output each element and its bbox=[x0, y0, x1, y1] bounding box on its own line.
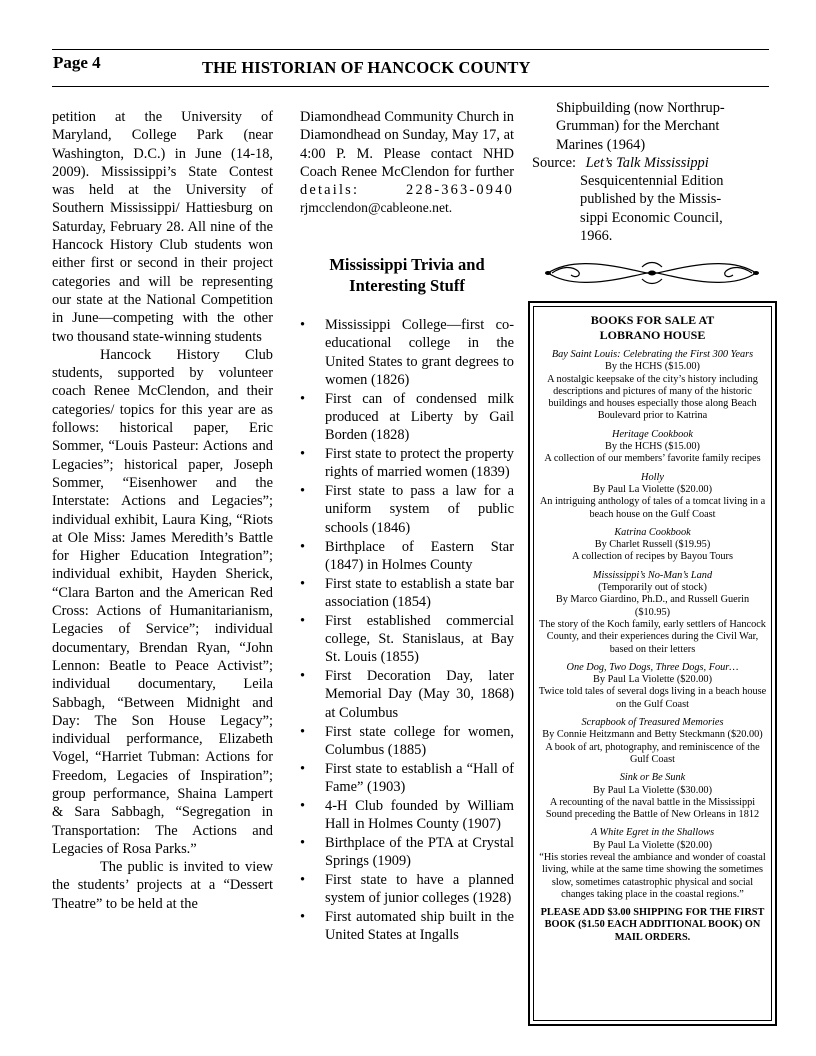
bullet-icon: • bbox=[300, 483, 306, 500]
book-entry bbox=[537, 429, 768, 466]
book-entry bbox=[537, 570, 768, 656]
source-citation bbox=[532, 154, 782, 172]
source-line: 1966. bbox=[580, 228, 613, 245]
source-line: Sesquicentennial Edition bbox=[580, 173, 724, 190]
trivia-item bbox=[300, 612, 514, 667]
bullet-icon: • bbox=[300, 723, 306, 740]
trivia-text: 4-H Club founded by William Hall in Holmes County (1907) bbox=[325, 797, 514, 833]
book-entry bbox=[537, 349, 768, 423]
book-byline: By the HCHS ($15.00) bbox=[605, 441, 700, 453]
contact-email: rjmcclendon@cableone.net. bbox=[300, 200, 453, 216]
book-title: Sink or Be Sunk bbox=[619, 772, 686, 784]
bullet-icon: • bbox=[300, 797, 306, 814]
book-entry bbox=[537, 472, 768, 521]
book-title: Katrina Cookbook bbox=[614, 526, 691, 538]
book-title: One Dog, Two Dogs, Three Dogs, Four… bbox=[566, 661, 739, 673]
trivia-item bbox=[300, 538, 514, 575]
trivia-text: First Decoration Day, later Memorial Day (May 30, 1868) at Columbus bbox=[325, 668, 514, 721]
book-byline: By Paul La Violette ($30.00) bbox=[592, 784, 713, 796]
book-entry bbox=[537, 827, 768, 901]
book-title: A White Egret in the Shallows bbox=[590, 827, 715, 839]
source-label: Source: bbox=[532, 154, 576, 171]
books-for-sale-inner bbox=[533, 306, 772, 1021]
header-top-rule bbox=[52, 49, 769, 50]
bullet-icon: • bbox=[300, 538, 306, 555]
book-title: Holly bbox=[641, 471, 664, 483]
trivia-text: First state college for women, Columbus (1885) bbox=[325, 723, 514, 758]
book-entry bbox=[537, 772, 768, 821]
trivia-text: First automated ship built in the United States at Ingalls bbox=[325, 909, 514, 944]
header-bottom-rule bbox=[52, 86, 769, 87]
trivia-item bbox=[300, 723, 514, 760]
book-title: Scrapbook of Treasured Memories bbox=[581, 717, 724, 729]
shipping-note: PLEASE ADD $3.00 SHIPPING FOR THE FIRST BOOK ($1.50 EACH ADDITIONAL BOOK) ON MAIL ORDERS. bbox=[540, 907, 765, 943]
book-description: A collection of recipes by Bayou Tours bbox=[572, 551, 733, 563]
source-line: published by the Missis- bbox=[580, 191, 722, 208]
source-line: sippi Economic Council, bbox=[580, 209, 723, 226]
book-description: A book of art, photography, and reminiscence of the Gulf Coast bbox=[545, 741, 760, 765]
book-title: Mississippi’s No-Man’s Land bbox=[592, 569, 713, 581]
trivia-text: First established commercial college, St. Stanislaus, at Bay St. Louis (1855) bbox=[325, 612, 514, 666]
book-list bbox=[537, 349, 768, 901]
book-byline: (Temporarily out of stock) By Marco Giardino, Ph.D., and Russell Guerin ($10.95) bbox=[555, 582, 750, 618]
trivia-text: First state to protect the property rights of married women (1839) bbox=[325, 446, 514, 481]
bullet-icon: • bbox=[300, 834, 306, 851]
trivia-text: First can of condensed milk produced at Liberty by Gail Borden (1828) bbox=[325, 390, 514, 444]
trivia-item bbox=[300, 871, 514, 908]
article-paragraph: petition at the University of Maryland, College Park (near Washington, D.C.) in June (14-18, 2009). Mississippi’s State Contest was held at the University of Southern Mississippi/ Hattiesburg on Saturday, February 28. All nine of the Hancock History Club students won either first or second in their project categories and will be representing our state at the National Competition in June—competing with the other two thousand state-winning students bbox=[52, 109, 273, 345]
trivia-text: First state to establish a “Hall of Fame” (1903) bbox=[325, 760, 514, 795]
trivia-item bbox=[300, 575, 514, 612]
book-byline: By the HCHS ($15.00) bbox=[605, 361, 700, 373]
book-description: “His stories reveal the ambiance and wonder of coastal living, while at the same time showing the sometimes slow, sometimes catastrophic physical and social changes taking place in the coastal regions.” bbox=[539, 851, 766, 900]
book-description: A collection of our members’ favorite family recipes bbox=[544, 453, 761, 465]
book-entry bbox=[537, 662, 768, 711]
bullet-icon: • bbox=[300, 446, 306, 463]
trivia-continued-line: Shipbuilding (now Northrup- bbox=[556, 100, 725, 116]
book-entry bbox=[537, 527, 768, 564]
trivia-continued-line: Grumman) for the Merchant bbox=[556, 118, 720, 135]
book-title: Bay Saint Louis: Celebrating the First 300 Years bbox=[551, 349, 754, 360]
books-for-sale-box bbox=[528, 301, 777, 1026]
article-column-3 bbox=[532, 99, 782, 245]
event-details: Diamondhead Community Church in Diamondhead on Sunday, May 17, at 4:00 P. M. Please contact NHD Coach Renee McClendon for further bbox=[300, 109, 514, 180]
book-byline: By Paul La Violette ($20.00) bbox=[592, 483, 713, 495]
trivia-item bbox=[300, 667, 514, 722]
book-title: Heritage Cookbook bbox=[612, 428, 693, 440]
bullet-icon: • bbox=[300, 612, 306, 629]
article-paragraph: Hancock History Club students, supported by volunteer coach Renee McClendon, and their categories/ topics for this year are as follows: historical paper, Eric Sommer, “Louis Pasteur: Actions and Legacies”; historical paper, Joseph Sommer, “Eisenhower and the Interstate: Actions and Legacies”; individual exhibit, Laura King, “Riots at Ole Miss: James Meredith’s Battle for Higher Education Integration”; individual exhibit, Hayden Sherick, “Clara Barton and the American Red Cross: Actions of Humanitarianism, Legacies of Service”; individual documentary, Brendan Ryan, “John Lennon: Beatle to Peace Activist”; individual documentary, Leila Sabbagh, “Between Midnight and Day: The Son House Legacy”; individual performance, Elizabeth Vogel, “Harriet Tubman: Actions for Freedom, Legacies of Inspiration”; group performance, Shaina Lampert & Sara Sabbagh, “Segregation in Transportation: The Actions and Legacies of Rosa Parks.” bbox=[52, 346, 273, 857]
book-description: Twice told tales of several dogs living in a beach house on the Gulf Coast bbox=[538, 686, 767, 710]
trivia-list bbox=[300, 316, 514, 945]
page-number: Page 4 bbox=[53, 53, 101, 72]
books-heading-line: LOBRANO HOUSE bbox=[599, 328, 706, 342]
bullet-icon: • bbox=[300, 668, 306, 685]
trivia-item bbox=[300, 834, 514, 871]
trivia-item bbox=[300, 482, 514, 537]
bullet-icon: • bbox=[300, 909, 306, 925]
trivia-item bbox=[300, 908, 514, 945]
newsletter-masthead: THE HISTORIAN OF HANCOCK COUNTY bbox=[202, 58, 531, 77]
trivia-continued-line: Marines (1964) bbox=[556, 136, 646, 153]
trivia-text: Mississippi College—first co-educational college in the United States to grant degrees to women (1826) bbox=[325, 317, 514, 388]
article-column-1 bbox=[52, 108, 273, 913]
trivia-item bbox=[300, 445, 514, 482]
book-byline: By Charlet Russell ($19.95) bbox=[594, 539, 711, 551]
article-paragraph: The public is invited to view the students’ projects at a “Dessert Theatre” to be held at the bbox=[52, 859, 273, 912]
decorative-divider bbox=[538, 258, 766, 288]
source-details bbox=[532, 172, 782, 245]
trivia-item bbox=[300, 390, 514, 445]
bullet-icon: • bbox=[300, 760, 306, 777]
trivia-text: Birthplace of Eastern Star (1847) in Holmes County bbox=[325, 538, 514, 573]
article-paragraph bbox=[300, 108, 514, 218]
trivia-continued bbox=[532, 99, 782, 154]
bullet-icon: • bbox=[300, 871, 306, 888]
trivia-text: First state to pass a law for a uniform system of public schools (1846) bbox=[325, 483, 514, 536]
book-entry bbox=[537, 717, 768, 766]
trivia-heading: Mississippi Trivia and Interesting Stuff bbox=[329, 255, 485, 295]
books-heading-line: BOOKS FOR SALE AT bbox=[590, 313, 715, 327]
article-column-2 bbox=[300, 108, 514, 218]
bullet-icon: • bbox=[300, 575, 306, 592]
bullet-icon: • bbox=[300, 390, 306, 407]
trivia-text: First state to have a planned system of junior colleges (1928) bbox=[325, 871, 514, 907]
book-description: A nostalgic keepsake of the city’s history including descriptions and pictures of many of the historic buildings and houses especially those along Beach Boulevard prior to Katrina bbox=[547, 373, 758, 422]
contact-phone: details: 228-363-0940 bbox=[300, 182, 514, 199]
book-description: An intriguing anthology of tales of a tomcat living in a beach house on the Gulf Coast bbox=[539, 496, 766, 520]
bullet-icon: • bbox=[300, 317, 306, 333]
books-heading bbox=[537, 313, 768, 343]
trivia-item bbox=[300, 760, 514, 797]
book-byline: By Paul La Violette ($20.00) bbox=[592, 674, 713, 686]
trivia-item bbox=[300, 316, 514, 389]
book-byline: By Paul La Violette ($20.00) bbox=[592, 839, 713, 851]
trivia-item bbox=[300, 797, 514, 834]
trivia-text: First state to establish a state bar association (1854) bbox=[325, 575, 514, 610]
source-title: Let’s Talk Mississippi bbox=[585, 154, 709, 171]
book-description: A recounting of the naval battle in the Mississippi Sound preceding the Battle of New Orleans in 1812 bbox=[545, 796, 760, 821]
book-description: The story of the Koch family, early settlers of Hancock County, and their experiences during the Civil War, based on their letters bbox=[539, 618, 766, 655]
book-byline: By Connie Heitzmann and Betty Steckmann ($20.00) bbox=[542, 729, 763, 741]
trivia-text: Birthplace of the PTA at Crystal Springs (1909) bbox=[325, 834, 514, 870]
